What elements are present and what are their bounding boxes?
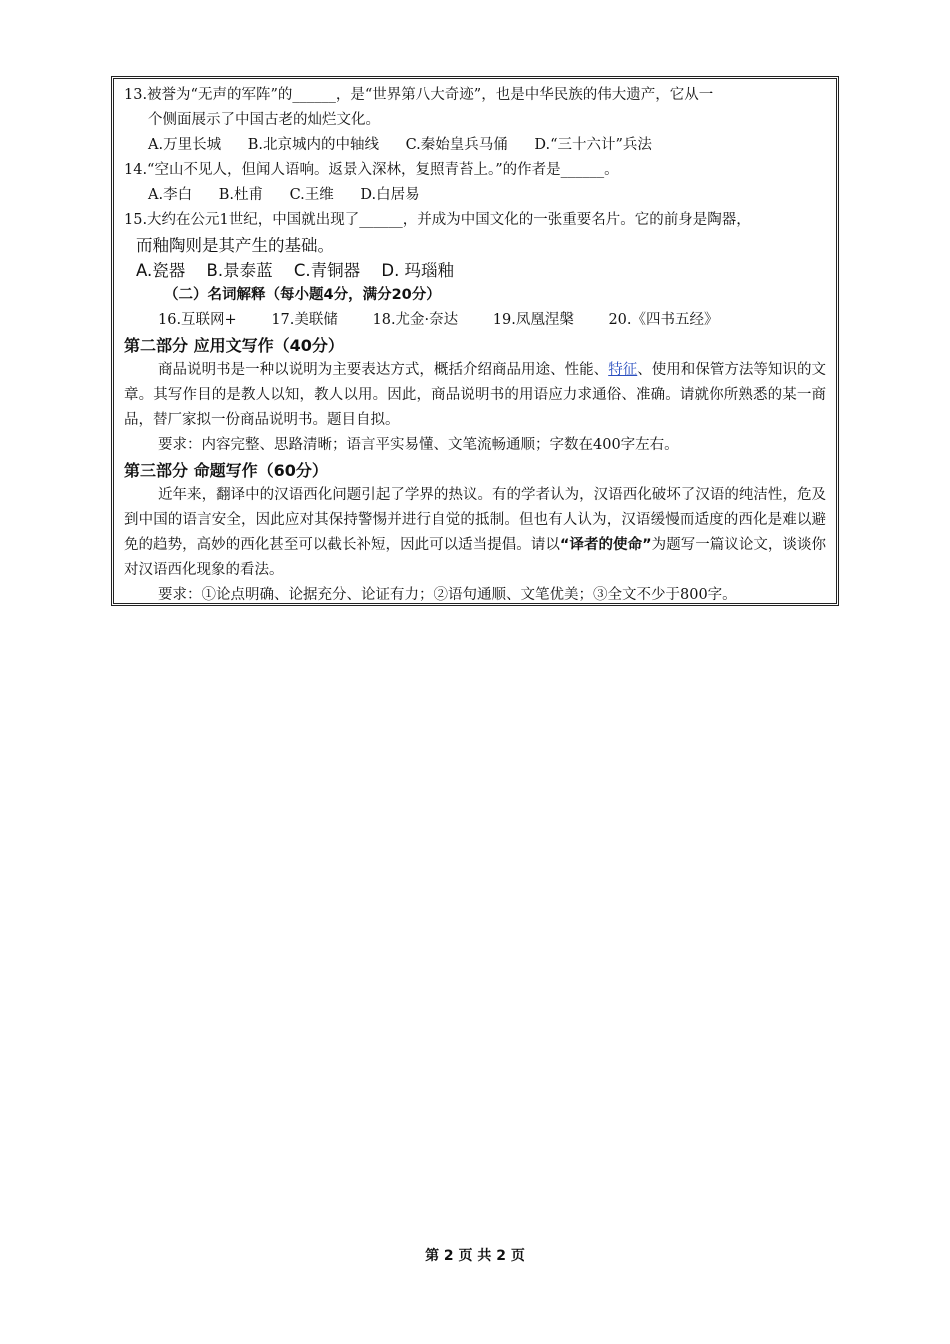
part3-requirement: 要求：①论点明确、论据充分、论证有力；②语句通顺、文笔优美；③全文不少于800字。 bbox=[158, 587, 737, 603]
q14-text: 14.“空山不见人，但闻人语响。返景入深林，复照青苔上。”的作者是______。 bbox=[124, 162, 619, 178]
q13-text-line2: 个侧面展示了中国古老的灿烂文化。 bbox=[148, 112, 380, 128]
part3-para-end: 为题写一篇议论文，谈谈你对汉语西化现象的看法。 bbox=[124, 537, 827, 578]
term-19: 19.凤凰涅槃 bbox=[492, 312, 574, 328]
q13-option-d: D.“三十六计”兵法 bbox=[534, 137, 652, 153]
q14-option-d: D.白居易 bbox=[360, 187, 420, 203]
q15-option-c: C.青铜器 bbox=[293, 261, 361, 280]
exam-content-box bbox=[111, 76, 839, 606]
term-20: 20.《四书五经》 bbox=[608, 312, 719, 328]
page-footer: 第 2 页 共 2 页 bbox=[425, 1248, 525, 1264]
q13-option-c: C.秦始皇兵马俑 bbox=[405, 137, 508, 153]
q15-option-a: A.瓷器 bbox=[136, 261, 186, 280]
q13-option-a: A.万里长城 bbox=[148, 137, 222, 153]
part3-para-main: 近年来，翻译中的汉语西化问题引起了学界的热议。有的学者认为，汉语西化破坏了汉语的纯洁性，危及到中国的语言安全，因此应对其保持警惕并进行自觉的抵制。但也有人认为，汉语缓慢而适度的西化是难以避免的趋势，高妙的西化甚至可以截长补短，因此可以适当提倡。请以 bbox=[124, 487, 826, 553]
q15-option-d: D. 玛瑙釉 bbox=[381, 261, 455, 280]
term-18: 18.尤金·奈达 bbox=[372, 312, 459, 328]
q14-option-a: A.李白 bbox=[148, 187, 193, 203]
q15-text-line1: 15.大约在公元1世纪，中国就出现了______，并成为中国文化的一张重要名片。它的前身是陶器， bbox=[124, 212, 751, 228]
q13-options bbox=[124, 133, 826, 158]
part3-title: 第三部分 命题写作（60分） bbox=[124, 461, 328, 480]
q15-options bbox=[124, 258, 826, 283]
part3-topic: “译者的使命” bbox=[559, 537, 652, 553]
part2-requirement: 要求：内容完整、思路清晰；语言平实易懂、文笔流畅通顺；字数在400字左右。 bbox=[158, 437, 679, 453]
feature-link[interactable]: 特征 bbox=[608, 362, 638, 378]
q13-text-line1: 13.被誉为“无声的军阵”的______，是“世界第八大奇迹”，也是中华民族的伟大遗产，它从一 bbox=[124, 87, 714, 103]
part2-title: 第二部分 应用文写作（40分） bbox=[124, 336, 344, 355]
q15-text-line2: 而釉陶则是其产生的基础。 bbox=[136, 236, 334, 255]
part3-paragraph bbox=[124, 483, 826, 583]
q13-option-b: B.北京城内的中轴线 bbox=[247, 137, 379, 153]
terms-list bbox=[124, 308, 826, 333]
part2-para-before-link: 商品说明书是一种以说明为主要表达方式，概括介绍商品用途、性能、 bbox=[158, 362, 609, 378]
part2-para-after-link: 、使用和保管方法等知识的文章。其写作目的是教人以知，教人以用。因此，商品说明书的用语应力求通俗、准确。请就你所熟悉的某一商品，替厂家拟一份商品说明书。题目自拟。 bbox=[124, 362, 827, 428]
q14-options bbox=[124, 183, 826, 208]
q14-option-b: B.杜甫 bbox=[218, 187, 263, 203]
part2-paragraph bbox=[124, 358, 826, 433]
term-17: 17.美联储 bbox=[271, 312, 338, 328]
q14-option-c: C.王维 bbox=[289, 187, 334, 203]
term-16: 16.互联网+ bbox=[158, 312, 237, 328]
terms-section-title: （二）名词解释（每小题4分，满分20分） bbox=[164, 287, 441, 303]
q15-option-b: B.景泰蓝 bbox=[206, 261, 273, 280]
